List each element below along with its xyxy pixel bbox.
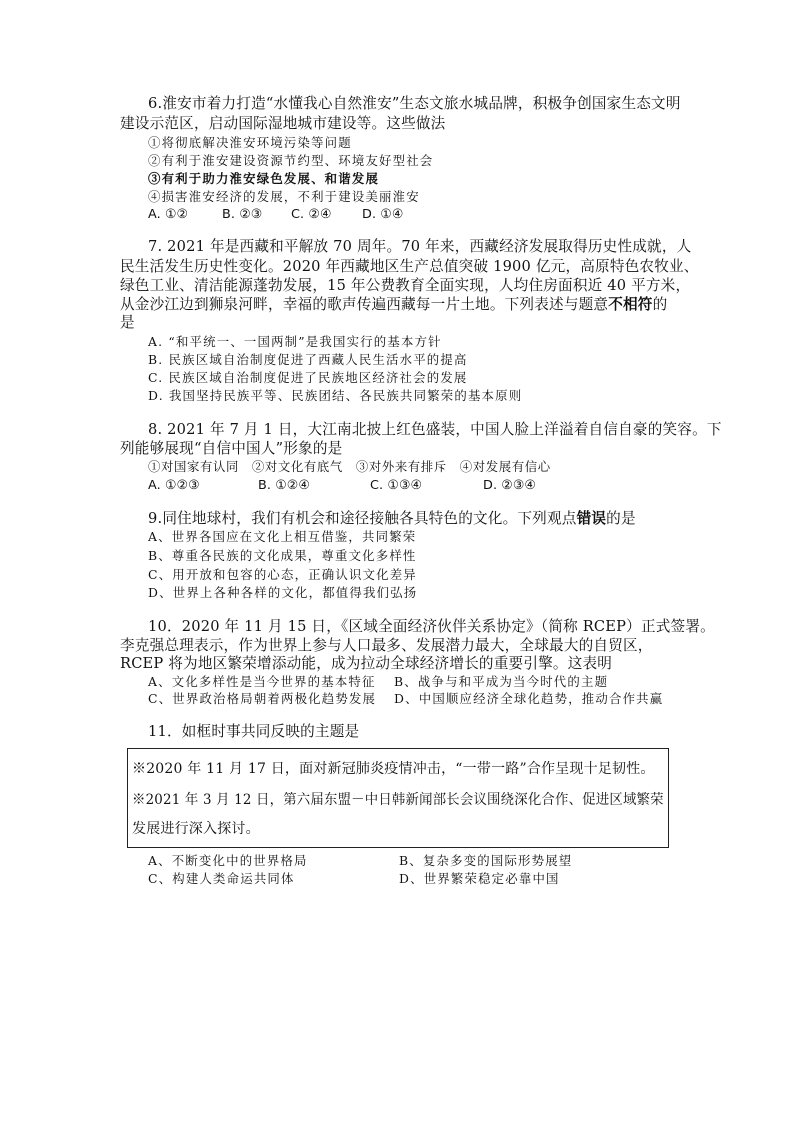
q9-stem-end: 的是	[606, 510, 636, 527]
q9-stem-text: 9.同住地球村，我们有机会和途径接触各具特色的文化。下列观点	[148, 510, 577, 527]
q9-option-d: D、世界上各种各样的文化，都值得我们弘扬	[148, 585, 418, 600]
q11-option-c: C、构建人类命运共同体	[148, 871, 295, 886]
q7-stem-line1: 7. 2021 年是西藏和平解放 70 周年。70 年来，西藏经济发展取得历史性成就，人	[148, 238, 692, 255]
q9-option-a: A、世界各国应在文化上相互借鉴，共同繁荣	[148, 529, 417, 544]
q8-stem-line1: 8. 2021 年 7 月 1 日，大江南北披上红色盛装，中国人脸上洋溢着自信自豪的笑容。下	[148, 421, 722, 438]
q7-stem-line3: 绿色工业、清洁能源蓬勃发展，15 年公费教育全面实现，人均住房面积近 40 平方米，	[120, 277, 691, 294]
q10-stem-line3: RCEP 将为地区繁荣增添动能，成为拉动全球经济增长的重要引擎。这表明	[120, 655, 613, 672]
q7-option-b: B. 民族区域自治制度促进了西藏人民生活水平的提高	[148, 352, 468, 367]
news-box-line3: 发展进行深入探讨。	[132, 821, 260, 837]
q10-option-a: A、文化多样性是当今世界的基本特征	[148, 674, 376, 689]
q9-emphasis: 错误	[576, 510, 607, 527]
q9-option-b: B、尊重各民族的文化成果，尊重文化多样性	[148, 548, 417, 563]
q11-stem: 11．如框时事共同反映的主题是	[148, 723, 360, 740]
q8-choice-b: B. ①②④	[258, 478, 310, 493]
q6-item-2: ②有利于淮安建设资源节约型、环境友好型社会	[148, 153, 434, 168]
q6-choice-b: B. ②③	[222, 207, 263, 222]
q7-stem-line5: 是	[120, 314, 135, 331]
q7-option-c: C. 民族区域自治制度促进了民族地区经济社会的发展	[148, 370, 468, 385]
q6-item-3: ③有利于助力淮安绿色发展、和谐发展	[148, 171, 380, 186]
news-box	[127, 748, 669, 848]
news-box-line1: ※2020 年 11 月 17 日，面对新冠肺炎疫情冲击，“一带一路”合作呈现十足韧性。	[132, 761, 655, 777]
q9-option-c: C、用开放和包容的心态，正确认识文化差异	[148, 567, 417, 582]
q7-option-a: A. “和平统一、一国两制”是我国实行的基本方针	[148, 334, 442, 349]
q6-item-4: ④损害淮安经济的发展，不利于建设美丽淮安	[148, 189, 420, 204]
q11-option-b: B、复杂多变的国际形势展望	[399, 853, 573, 868]
q9-stem	[148, 512, 636, 527]
q6-choice-a: A. ①②	[148, 207, 189, 222]
q10-stem-line1: 10．2020 年 11 月 15 日，《区域全面经济伙伴关系协定》（简称 RCEP）正式签署。	[148, 618, 715, 635]
q8-stem-line2: 列能够展现“自信中国人”形象的是	[120, 440, 343, 457]
q7-emphasis: 不相符	[608, 296, 653, 313]
q6-item-1: ①将彻底解决淮安环境污染等问题	[148, 135, 352, 150]
q7-stem-line4-text: 从金沙江边到狮泉河畔，幸福的歌声传遍西藏每一片土地。下列表述与题意	[120, 296, 609, 313]
news-box-line2: ※2021 年 3 月 12 日，第六届东盟－中日韩新闻部长会议围绕深化合作、促进区域繁荣	[132, 792, 664, 808]
q7-option-d: D. 我国坚持民族平等、民族团结、各民族共同繁荣的基本原则	[148, 388, 523, 403]
q7-stem-line4	[120, 298, 667, 313]
q10-stem-line2: 李克强总理表示，作为世界上参与人口最多、发展潜力最大，全球最大的自贸区，	[120, 637, 653, 654]
q6-stem-line2: 建设示范区，启动国际湿地城市建设等。这些做法	[120, 115, 446, 132]
q8-choice-c: C. ①③④	[370, 478, 423, 493]
q6-choice-c: C. ②④	[291, 207, 332, 222]
q7-stem-line2: 民生活发生历史性变化。2020 年西藏地区生产总值突破 1900 亿元，高原特色农牧业、	[120, 258, 699, 275]
q6-stem-line1: 6.淮安市着力打造“水懂我心自然淮安”生态文旅水城品牌，积极争创国家生态文明	[148, 95, 681, 112]
q10-option-d: D、中国顺应经济全球化趋势，推动合作共赢	[394, 691, 664, 706]
q6-choice-d: D. ①④	[362, 207, 404, 222]
q10-option-c: C、世界政治格局朝着两极化趋势发展	[148, 691, 377, 706]
q11-option-a: A、不断变化中的世界格局	[148, 853, 308, 868]
q7-stem-line4-end: 的	[652, 296, 668, 313]
q10-option-b: B、战争与和平成为当今时代的主题	[394, 674, 609, 689]
q8-choice-a: A. ①②③	[148, 478, 200, 493]
q11-option-d: D、世界繁荣稳定必靠中国	[399, 871, 560, 886]
q8-items: ①对国家有认同 ②对文化有底气 ③对外来有排斥 ④对发展有信心	[148, 459, 551, 474]
q8-choice-d: D. ②③④	[483, 478, 537, 493]
